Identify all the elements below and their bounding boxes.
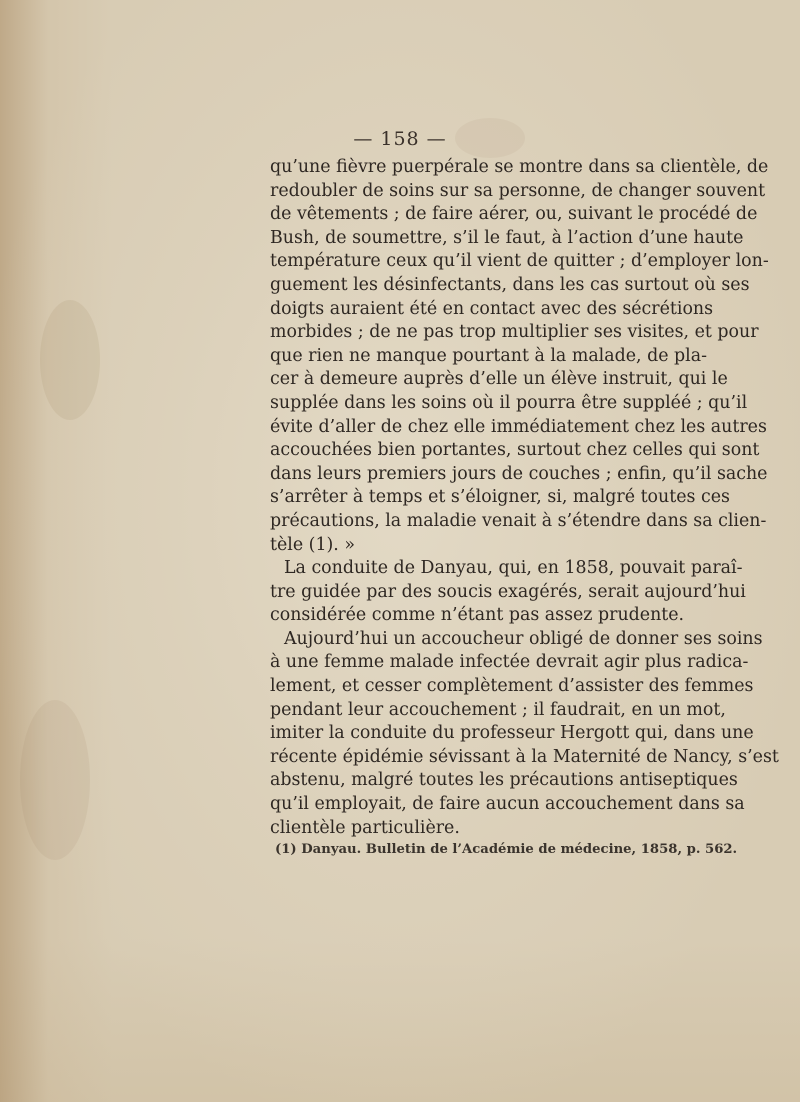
text-line: accouchées bien portantes, surtout chez celles qui sont	[270, 440, 760, 461]
text-line: La conduite de Danyau, qui, en 1858, pouvait paraî-	[284, 558, 743, 579]
text-line: tre guidée par des soucis exagérés, serait aujourd’hui	[270, 581, 746, 602]
text-line: qu’une fièvre puerpérale se montre dans sa clientèle, de	[270, 157, 769, 177]
text-line: considérée comme n’étant pas assez prudente.	[270, 605, 685, 626]
paper-stain	[40, 300, 100, 420]
text-line: guement les désinfectants, dans les cas surtout où ses	[270, 274, 750, 295]
text-line: Bush, de soumettre, s’il le faut, à l’action d’une haute	[270, 227, 744, 248]
text-line: dans leurs premiers jours de couches ; enfin, qu’il sache	[270, 463, 768, 484]
text-line: à une femme malade infectée devrait agir plus radica-	[270, 652, 749, 673]
text-line: lement, et cesser complètement d’assister des femmes	[270, 676, 754, 697]
text-line: redoubler de soins sur sa personne, de changer souvent	[270, 180, 766, 201]
text-line: précautions, la maladie venait à s’étendre dans sa clien-	[270, 510, 767, 531]
text-line: de vêtements ; de faire aérer, ou, suivant le procédé de	[270, 204, 758, 225]
footnote: (1) Danyau. Bulletin de l’Académie de médecine, 1858, p. 562.	[275, 842, 738, 857]
text-line: s’arrêter à temps et s’éloigner, si, malgré toutes ces	[270, 487, 730, 508]
text-line: doigts auraient été en contact avec des sécrétions	[270, 298, 714, 319]
text-line: récente épidémie sévissant à la Maternité de Nancy, s’est	[270, 746, 779, 767]
text-line: morbides ; de ne pas trop multiplier ses visites, et pour	[270, 322, 759, 343]
text-line: température ceux qu’il vient de quitter ; d’employer lon-	[270, 251, 769, 272]
body-text	[270, 156, 779, 840]
text-line: abstenu, malgré toutes les précautions antiseptiques	[270, 770, 738, 791]
text-line: que rien ne manque pourtant à la malade, de pla-	[270, 345, 707, 366]
paper-stain	[20, 700, 90, 860]
text-line: clientèle particulière.	[270, 817, 460, 838]
text-line: évite d’aller de chez elle immédiatement chez les autres	[270, 416, 767, 437]
text-line: qu’il employait, de faire aucun accouchement dans sa	[270, 794, 745, 815]
text-line: pendant leur accouchement ; il faudrait, en un mot,	[270, 699, 726, 720]
text-line: supplée dans les soins où il pourra être suppléé ; qu’il	[270, 392, 748, 413]
text-line: imiter la conduite du professeur Hergott qui, dans une	[270, 723, 754, 744]
text-line: tèle (1). »	[270, 534, 355, 555]
text-line: Aujourd’hui un accoucheur obligé de donner ses soins	[284, 628, 763, 649]
page-number: — 158 —	[353, 128, 447, 150]
text-line: cer à demeure auprès d’elle un élève instruit, qui le	[270, 369, 728, 390]
